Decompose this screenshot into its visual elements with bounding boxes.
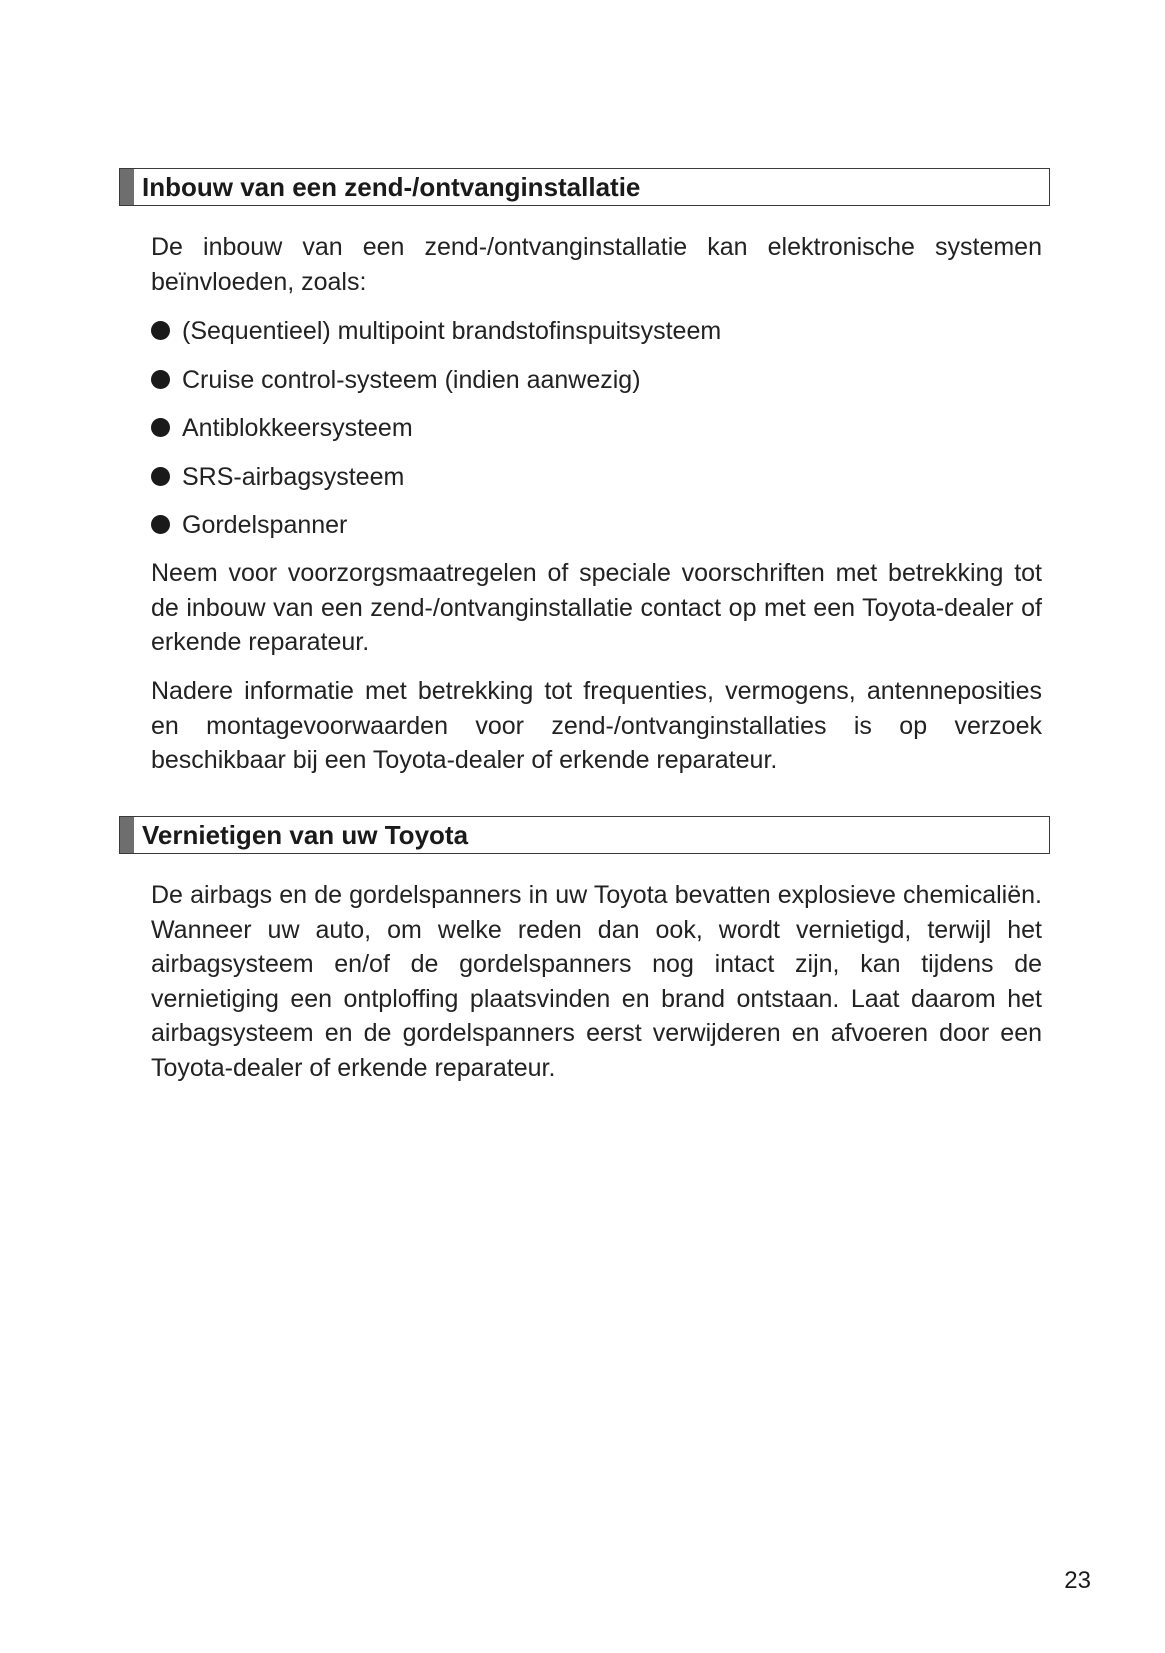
- affected-systems-list: [151, 314, 721, 557]
- section-marker: [120, 817, 134, 853]
- page-number: 23: [1064, 1567, 1091, 1594]
- section-title: Vernietigen van uw Toyota: [142, 819, 469, 850]
- list-item-label: Cruise control-systeem (indien aanwezig): [182, 365, 641, 394]
- list-item: [151, 363, 721, 412]
- list-item-label: Antiblokkeersysteem: [182, 414, 413, 442]
- bullet-icon: [151, 370, 170, 389]
- precautions-paragraph: Neem voor voorzorgsmaatregelen of speciale voorschriften met betrekking tot de inbouw van een zend-/ontvanginstallatie contact op met een Toyota-dealer of erkende reparateur.: [151, 559, 1042, 656]
- information-paragraph: Nadere informatie met betrekking tot frequenties, vermogens, antenneposities en montagevoorwaarden voor zend-/ontvanginstallaties is op verzoek beschikbaar bij een Toyota-dealer of erkende reparateur.: [151, 677, 1042, 774]
- section-header-inbouw: [119, 168, 1050, 206]
- list-item-label: (Sequentieel) multipoint brandstofinspuitsysteem: [182, 317, 722, 345]
- list-item-label: Gordelspanner: [182, 511, 348, 539]
- bullet-icon: [151, 418, 170, 437]
- bullet-icon: [151, 515, 170, 534]
- section-title: Inbouw van een zend-/ontvanginstallatie: [142, 171, 641, 202]
- section-header-vernietigen: [119, 816, 1050, 854]
- list-item: [151, 508, 721, 557]
- list-item: [151, 411, 721, 460]
- list-item: [151, 314, 721, 363]
- bullet-icon: [151, 321, 170, 340]
- intro-paragraph: De inbouw van een zend-/ontvanginstallatie kan elektronische systemen beïnvloeden, zoals:: [151, 233, 1042, 296]
- bullet-icon: [151, 467, 170, 486]
- section-marker: [120, 169, 134, 205]
- list-item-label: SRS-airbagsysteem: [182, 462, 405, 491]
- list-item: [151, 460, 721, 509]
- disposal-paragraph: De airbags en de gordelspanners in uw Toyota bevatten explosieve chemicaliën. Wanneer uw auto, om welke reden dan ook, wordt vernietigd, terwijl het airbagsysteem en/of de gordelspanners nog intact zijn, kan tijdens de vernietiging een ontploffing plaatsvinden en brand ontstaan. Laat daarom het airbagsysteem en de gordelspanners eerst verwijderen en afvoeren door een Toyota-dealer of erkende reparateur.: [151, 881, 1042, 1082]
